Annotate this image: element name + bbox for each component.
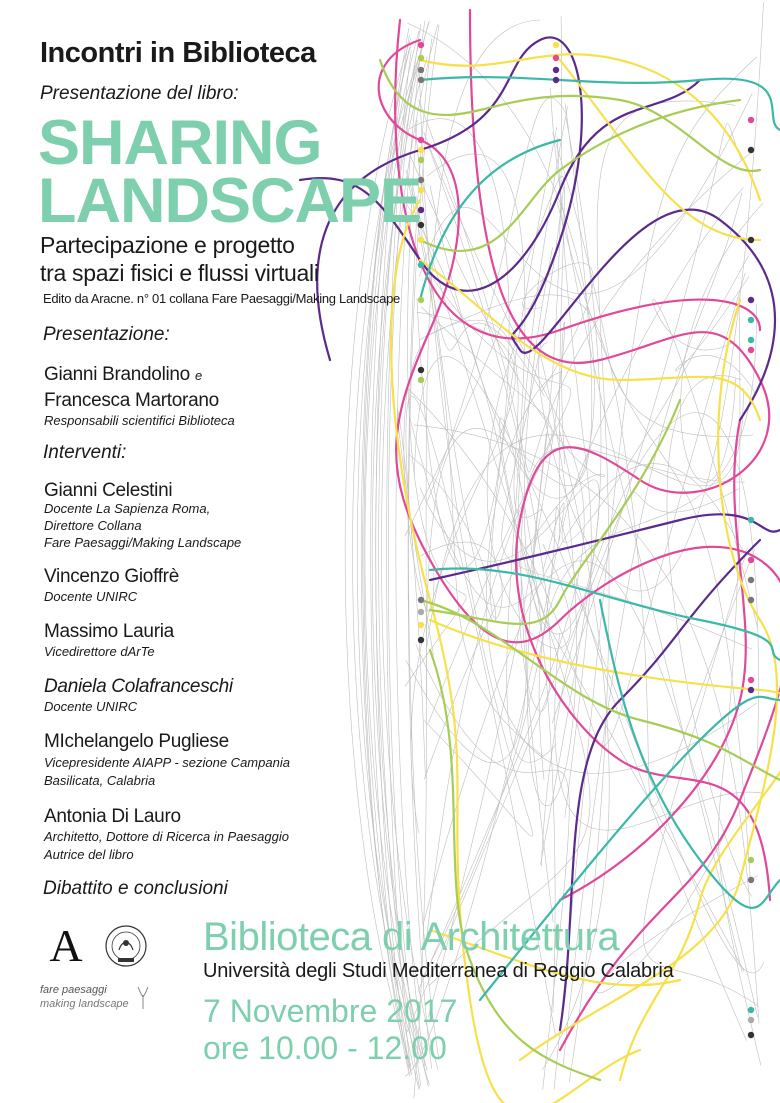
network-node [553, 42, 559, 48]
speaker-role-line: Docente La Sapienza Roma, [44, 501, 211, 516]
book-presentation-label: Presentazione del libro: [40, 83, 239, 104]
network-node [418, 622, 424, 628]
network-node [748, 577, 754, 583]
presenter-name [44, 364, 202, 386]
network-node [748, 297, 754, 303]
speaker-name: Gianni Celestini [44, 480, 173, 501]
grey-network-line [423, 464, 747, 925]
darte-logo [44, 920, 88, 971]
network-node [418, 147, 424, 153]
network-node [748, 237, 754, 243]
network-node [748, 347, 754, 353]
grey-network-line [539, 2, 764, 591]
network-node [553, 77, 559, 83]
network-node [748, 877, 754, 883]
edition-note: Edito da Aracne. n° 01 collana Fare Paesaggi/Making Landscape [43, 291, 400, 306]
book-subtitle-line-1: Partecipazione e progetto [40, 232, 295, 258]
lime-line [420, 100, 780, 780]
network-node [748, 1032, 754, 1038]
speaker-role-line: Vicedirettore dArTe [44, 644, 155, 659]
network-node [418, 55, 424, 61]
logo-letter: A [49, 920, 83, 971]
network-node [748, 1007, 754, 1013]
book-title-line-2: LANDSCAPE [38, 166, 422, 236]
presentazione-heading: Presentazione: [43, 324, 170, 345]
network-node [418, 237, 424, 243]
network-node [418, 42, 424, 48]
grey-network-line [557, 136, 591, 817]
library-name: Biblioteca di Architettura [203, 915, 620, 959]
network-node [748, 317, 754, 323]
speaker-role-line: Autrice del libro [44, 847, 134, 862]
collana-label-english: making landscape [40, 998, 129, 1010]
lime-line [380, 60, 760, 171]
sprout-icon [137, 985, 149, 1009]
network-node [553, 67, 559, 73]
network-node [748, 557, 754, 563]
grey-network-line [502, 187, 753, 649]
grey-network-line [427, 295, 753, 437]
presenter-name-text: Gianni Brandolino [44, 364, 190, 385]
grey-network-line [533, 16, 744, 971]
book-subtitle-line-2: tra spazi fisici e flussi virtuali [40, 260, 319, 286]
speaker-role-line: Basilicata, Calabria [44, 773, 156, 788]
event-time: ore 10.00 - 12.00 [203, 1030, 447, 1066]
network-node [748, 677, 754, 683]
network-node [748, 517, 754, 523]
grey-network-line [552, 124, 741, 724]
network-node [553, 55, 559, 61]
speaker-role-line: Direttore Collana [44, 518, 142, 533]
network-node [418, 367, 424, 373]
speaker-name: Vincenzo Gioffrè [44, 566, 179, 587]
speaker-name: Massimo Lauria [44, 621, 174, 642]
network-node [418, 597, 424, 603]
speaker-name: MIchelangelo Pugliese [44, 731, 229, 752]
name-conjunction: e [194, 368, 202, 383]
network-node [418, 297, 424, 303]
series-title: Incontri in Biblioteca [40, 37, 316, 69]
grey-network-line [718, 297, 760, 1065]
speaker-role-line: Vicepresidente AIAPP - sezione Campania [44, 755, 290, 770]
network-node [418, 262, 424, 268]
book-title-line-1: SHARING [38, 108, 322, 178]
network-node [418, 77, 424, 83]
network-node [748, 857, 754, 863]
university-seal-logo [104, 924, 148, 968]
collana-label-italian: fare paesaggi [40, 984, 107, 996]
network-node [748, 1017, 754, 1023]
network-node [418, 609, 424, 615]
closing-session: Dibattito e conclusioni [43, 878, 228, 899]
network-node [748, 147, 754, 153]
network-node [748, 687, 754, 693]
grey-network-line [418, 132, 584, 992]
event-date: 7 Novembre 2017 [203, 993, 458, 1029]
speaker-role-line: Docente UNIRC [44, 589, 138, 604]
presenter-role: Responsabili scientifici Biblioteca [44, 413, 235, 428]
university-name: Università degli Studi Mediterranea di Reggio Calabria [203, 960, 674, 982]
interventi-heading: Interventi: [43, 442, 127, 463]
presenter-name: Francesca Martorano [44, 390, 219, 411]
network-node [418, 67, 424, 73]
speaker-role-line: Fare Paesaggi/Making Landscape [44, 535, 242, 550]
speaker-name: Antonia Di Lauro [44, 806, 181, 827]
teal-line [420, 77, 780, 660]
network-node [748, 337, 754, 343]
network-node [418, 377, 424, 383]
speaker-role-line: Architetto, Dottore di Ricerca in Paesaggio [44, 829, 289, 844]
network-node [418, 137, 424, 143]
speaker-role-line: Docente UNIRC [44, 699, 138, 714]
network-node [748, 117, 754, 123]
network-node [418, 637, 424, 643]
grey-network-line [667, 376, 752, 897]
network-node [748, 597, 754, 603]
speaker-name: Daniela Colafranceschi [44, 676, 233, 697]
grey-network-line [643, 547, 758, 1006]
network-node [418, 157, 424, 163]
